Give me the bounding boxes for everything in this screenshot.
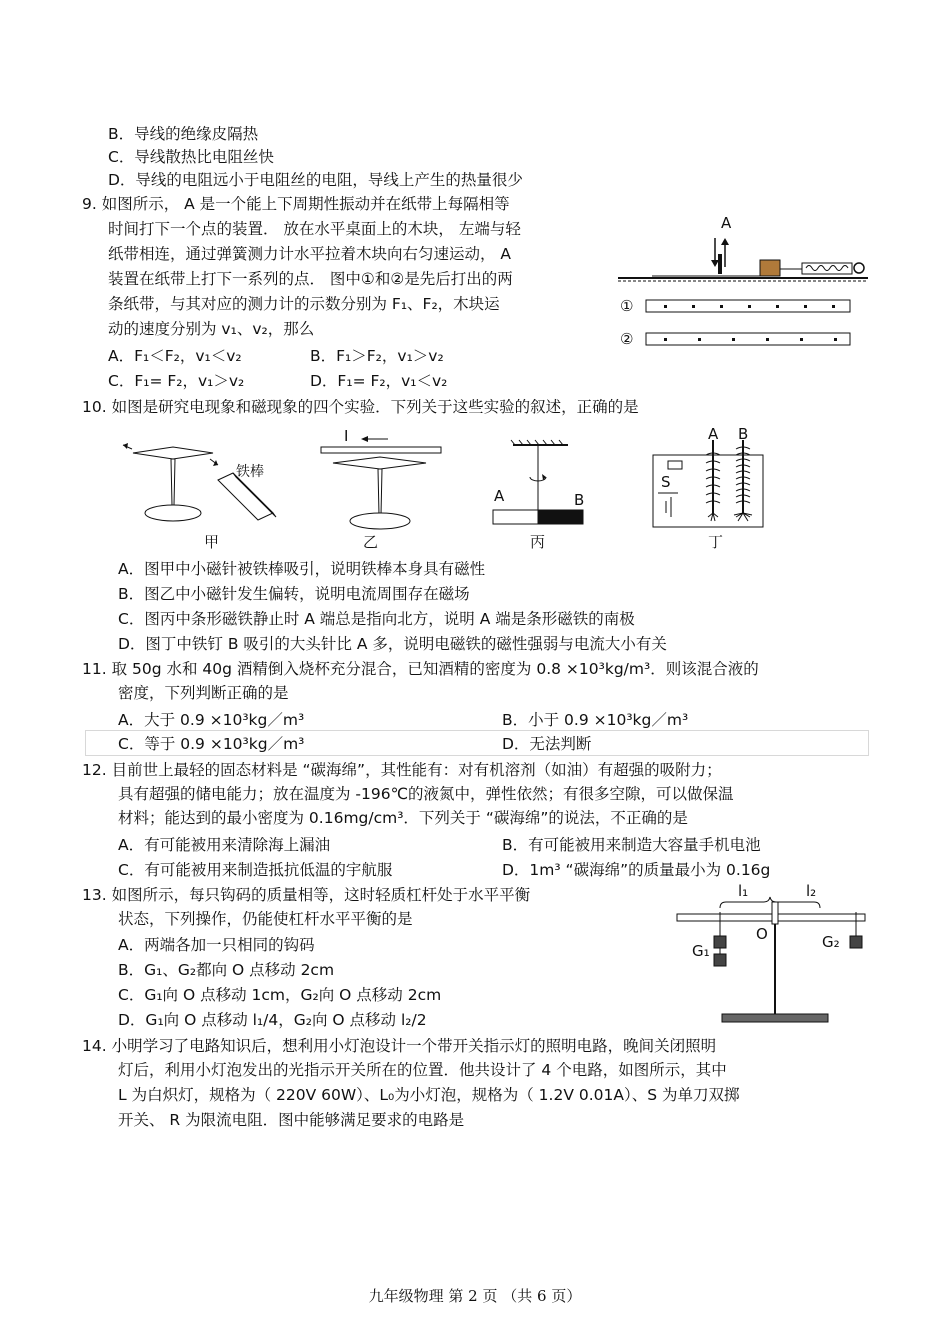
q11-option-c: C．等于 0.9 ×10³kg／m³ — [118, 735, 305, 753]
hanging-magnet — [493, 440, 583, 524]
q13-stem-line-2: 状态，下列操作，仍能使杠杆水平平衡的是 — [118, 910, 413, 928]
q9-option-a: A．F₁＜F₂，v₁＜v₂ — [108, 347, 242, 365]
caption-jia: 甲 — [204, 533, 220, 551]
q13-option-a: A．两端各加一只相同的钩码 — [118, 936, 315, 954]
q13-option-b: B．G₁、G₂都向 O 点移动 2cm — [118, 961, 335, 979]
q12-stem-line-1: 12. 目前世上最轻的固态材料是 “碳海绵”，其性能有：对有机溶剂（如油）有超强的吸附力； — [82, 761, 722, 779]
vibrator-needle — [718, 254, 722, 274]
magnet-pole-a: A — [494, 487, 505, 505]
q14-stem-line-3: L 为白炽灯，规格为（ 220V 60W）、L₀为小灯泡，规格为（ 1.2V 0.01A）、S 为单刀双掷 — [118, 1086, 740, 1104]
lever-bar — [677, 914, 865, 921]
stand-base — [722, 1014, 828, 1022]
q12-stem-line-3: 材料；能达到的最小密度为 0.16mg/cm³．下列关于 “碳海绵”的说法，不正确的是 — [118, 809, 688, 827]
q12-option-c: C．有可能被用来制造抵抗低温的宇航服 — [118, 861, 393, 879]
q11-option-b: B．小于 0.9 ×10³kg／m³ — [502, 711, 689, 729]
q10-option-b: B．图乙中小磁针发生偏转，说明电流周围存在磁场 — [118, 585, 470, 603]
q9-option-d: D．F₁= F₂，v₁＜v₂ — [310, 372, 448, 390]
q9-figure-svg — [612, 210, 872, 355]
q11-stem-line-2: 密度，下列判断正确的是 — [118, 684, 289, 702]
q11-stem-line-1: 11. 取 50g 水和 40g 酒精倒入烧杯充分混合，已知酒精的密度为 0.8 ×10³kg/m³．则该混合液的 — [82, 660, 759, 678]
q9-stem-line-5: 条纸带，与其对应的测力计的示数分别为 F₁、F₂，木块运 — [108, 295, 500, 313]
q12-stem-line-2: 具有超强的储电能力；放在温度为 -196℃的液氮中，弹性依然；有很多空隙，可以做保温 — [118, 785, 734, 803]
q13-figure — [672, 882, 872, 1030]
q9-label-a: A — [721, 214, 732, 232]
q8-option-c: C．导线散热比电阻丝快 — [108, 148, 274, 166]
page-footer: 九年级物理 第 2 页 （共 6 页） — [368, 1287, 582, 1305]
q9-option-b: B．F₁＞F₂，v₁＞v₂ — [310, 347, 444, 365]
q9-stem-line-1: 9. 如图所示， A 是一个能上下周期性振动并在纸带上每隔相等 — [82, 195, 510, 213]
caption-bing: 丙 — [530, 533, 546, 551]
wood-block — [760, 260, 780, 276]
q9-tape2-label: ② — [620, 330, 634, 348]
nail-a-label: A — [708, 425, 719, 443]
tape-2 — [646, 333, 850, 345]
lever-l2-label: l₂ — [806, 882, 817, 900]
nail-b-label: B — [738, 425, 749, 443]
q13-option-d: D．G₁向 O 点移动 l₁/4，G₂向 O 点移动 l₂/2 — [118, 1011, 427, 1029]
q11-option-d: D．无法判断 — [502, 735, 592, 753]
q9-stem-line-6: 动的速度分别为 v₁、v₂，那么 — [108, 320, 315, 338]
q9-figure — [612, 210, 872, 355]
lever-l1-label: l₁ — [738, 882, 749, 900]
q9-stem-line-4: 装置在纸带上打下一系列的点． 图中①和②是先后打出的两 — [108, 270, 513, 288]
compass-jia — [123, 443, 218, 521]
g1-label: G₁ — [692, 942, 710, 960]
q13-stem-line-1: 13. 如图所示，每只钩码的质量相等，这时轻质杠杆处于水平平衡 — [82, 886, 531, 904]
q14-stem-line-4: 开关、 R 为限流电阻．图中能够满足要求的电路是 — [118, 1111, 465, 1129]
q10-option-d: D．图丁中铁钉 B 吸引的大头针比 A 多，说明电磁铁的磁性强弱与电流大小有关 — [118, 635, 667, 653]
caption-ding: 丁 — [708, 533, 724, 551]
caption-yi: 乙 — [363, 533, 379, 551]
q8-option-b: B．导线的绝缘皮隔热 — [108, 125, 259, 143]
q12-option-a: A．有可能被用来清除海上漏油 — [118, 836, 331, 854]
g2-label: G₂ — [822, 933, 840, 951]
pivot-o-label: O — [756, 925, 768, 943]
q10-option-c: C．图丙中条形磁铁静止时 A 端总是指向北方，说明 A 端是条形磁铁的南极 — [118, 610, 635, 628]
q8-option-d: D．导线的电阻远小于电阻丝的电阻，导线上产生的热量很少 — [108, 171, 523, 189]
pivot — [772, 902, 778, 924]
current-label: I — [344, 427, 349, 445]
q10-stem: 10. 如图是研究电现象和磁现象的四个实验．下列关于这些实验的叙述，正确的是 — [82, 398, 639, 416]
q10-option-a: A．图甲中小磁针被铁棒吸引，说明铁棒本身具有磁性 — [118, 560, 486, 578]
q9-tape1-label: ① — [620, 297, 634, 315]
q13-option-c: C．G₁向 O 点移动 1cm，G₂向 O 点移动 2cm — [118, 986, 442, 1004]
spring-scale — [802, 263, 852, 274]
q9-stem-line-2: 时间打下一个点的装置． 放在水平桌面上的木块， 左端与轻 — [108, 220, 521, 238]
q11-option-a: A．大于 0.9 ×10³kg／m³ — [118, 711, 305, 729]
q12-option-b: B．有可能被用来制造大容量手机电池 — [502, 836, 761, 854]
q10-figure — [118, 425, 778, 555]
magnet-pole-b: B — [574, 491, 585, 509]
q9-stem-line-3: 纸带相连，通过弹簧测力计水平拉着木块向右匀速运动， A — [108, 245, 512, 263]
iron-rod-label: 铁棒 — [236, 464, 264, 480]
q12-option-d: D．1m³ “碳海绵”的质量最小为 0.16g — [502, 861, 771, 879]
compass-yi — [321, 436, 441, 529]
q14-stem-line-2: 灯后，利用小灯泡发出的光指示开关所在的位置．他共设计了 4 个电路，如图所示，其中 — [118, 1061, 727, 1079]
q9-option-c: C．F₁= F₂，v₁＞v₂ — [108, 372, 245, 390]
q14-stem-line-1: 14. 小明学习了电路知识后，想利用小灯泡设计一个带开关指示灯的照明电路，晚间关闭照明 — [82, 1037, 717, 1055]
switch-label: S — [661, 473, 671, 491]
